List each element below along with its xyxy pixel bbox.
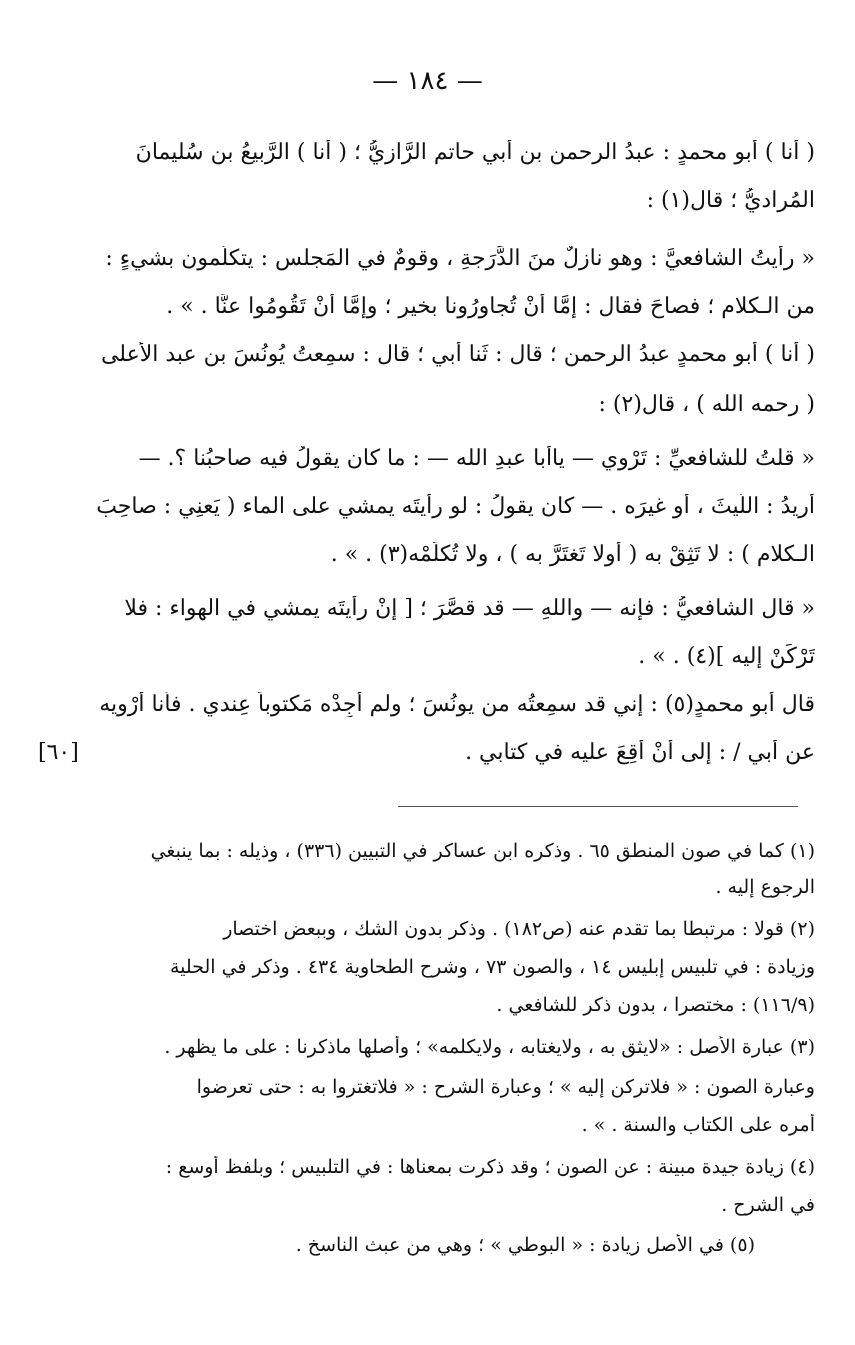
footnote-line: (٥) في الأصل زيادة : « البوطي » ؛ وهي من عبث الناسخ . — [295, 1234, 755, 1256]
body-line: ( أنا ) أبو محمدٍ عبدُ الرحمن ؛ قال : ثَنا أبي ؛ قال : سمِعتُ يُونُسَ بن عبد الأعلى — [100, 342, 815, 367]
body-line: ( رحمه الله ) ، قال(٢) : — [598, 392, 815, 417]
body-line: الـكلامِ ) : لا تَثِقْ به ( أولا تَغتَرَّ به ) ، ولا تُكلِّمْه(٣) . » . — [330, 542, 815, 567]
body-line: « رأيتُ الشافعيَّ : وهو نازلٌ منَ الدَّرَجةِ ، وقومٌ في المَجلس : يتكلَّمون بشيءٍ : — [105, 246, 815, 271]
body-line: أُرِيدُ : اللَّيثَ ، أو غيرَه . — كان يقولُ : لو رأيتَه يمشي على الماء ( يَعنِي : صاحِبَ — [96, 494, 815, 519]
body-line: المُراديُّ ؛ قال(١) : — [646, 188, 815, 213]
page-number: — ١٨٤ — — [372, 66, 483, 96]
footnote-line: الرجوع إليه . — [715, 876, 815, 898]
footnote-line: (٣) عبارة الأصل : «لايثق به ، ولايغتابه ، ولايكلمه» ؛ وأصلها ماذكرنا : على ما يظهر . — [164, 1036, 815, 1058]
footnote-line: (٤) زيادة جيدة مبينة : عن الصون ؛ وقد ذكرت بمعناها : في التلبيس ؛ وبلفظ أوسع : — [165, 1156, 815, 1178]
footnote-line: وعبارة الصون : « فلاتركن إليه » ؛ وعبارة الشرح : « فلاتغتروا به : حتى تعرضوا — [196, 1076, 815, 1098]
footnote-line: (١١٦/٩) : مختصرا ، بدون ذكر للشافعي . — [496, 994, 815, 1016]
footnote-line: (٢) قولا : مرتبطا بما تقدم عنه (ص١٨٢) . وذكر بدون الشك ، وببعض اختصار — [223, 918, 815, 940]
footnote-line: (١) كما في صون المنطق ٦٥ . وذكره ابن عساكر في التبيين (٣٣٦) ، وذيله : بما ينبغي — [150, 840, 815, 862]
body-line: « قلتُ للشافعيِّ : تَرْوِي — ياأبا عبدِ الله — : ما كان يقولُ فيه صاحبُنا ؟. — — [138, 446, 815, 471]
body-line: ( أنا ) أبو محمدٍ : عبدُ الرحمن بن أبي حاتمٍ الرَّازيُّ ؛ ( أنا ) الرَّبيعُ بن سُليمانَ — [135, 140, 815, 165]
footnote-divider — [398, 806, 798, 807]
footnote-line: في الشرح . — [721, 1194, 815, 1216]
footnote-line: أمره على الكتاب والسنة . » . — [581, 1114, 815, 1136]
body-line: قال أبو محمدٍ(٥) : إني قد سمِعتُه من يونُسَ ؛ ولم أجِدْه مَكتوباً عِندي . فأنا أَرْوِيه — [99, 692, 815, 717]
footnote-line: وزيادة : في تلبيس إبليس ١٤ ، والصون ٧٣ ، وشرح الطحاوية ٤٣٤ . وذكر في الحلية — [170, 956, 815, 978]
body-line: عن أبي / : إلى أنْ أقِعَ عليه في كتابي . — [465, 740, 815, 765]
body-line: تَرْكَنْ إليه ](٤) . » . — [638, 644, 815, 669]
body-line: « قال الشافعيُّ : فإنه — واللهِ — قد قصَّرَ ؛ [ إنْ رأيتَه يمشي في الهواء : فلا — [124, 596, 815, 621]
body-line: من الـكلامِ ؛ فصاحَ فقال : إمَّا أنْ تُجاوِرُونا بخيرٍ ؛ وإمَّا أنْ تَقُومُوا عنَّا . » . — [166, 294, 815, 319]
margin-marker: [٦٠] — [38, 740, 79, 765]
